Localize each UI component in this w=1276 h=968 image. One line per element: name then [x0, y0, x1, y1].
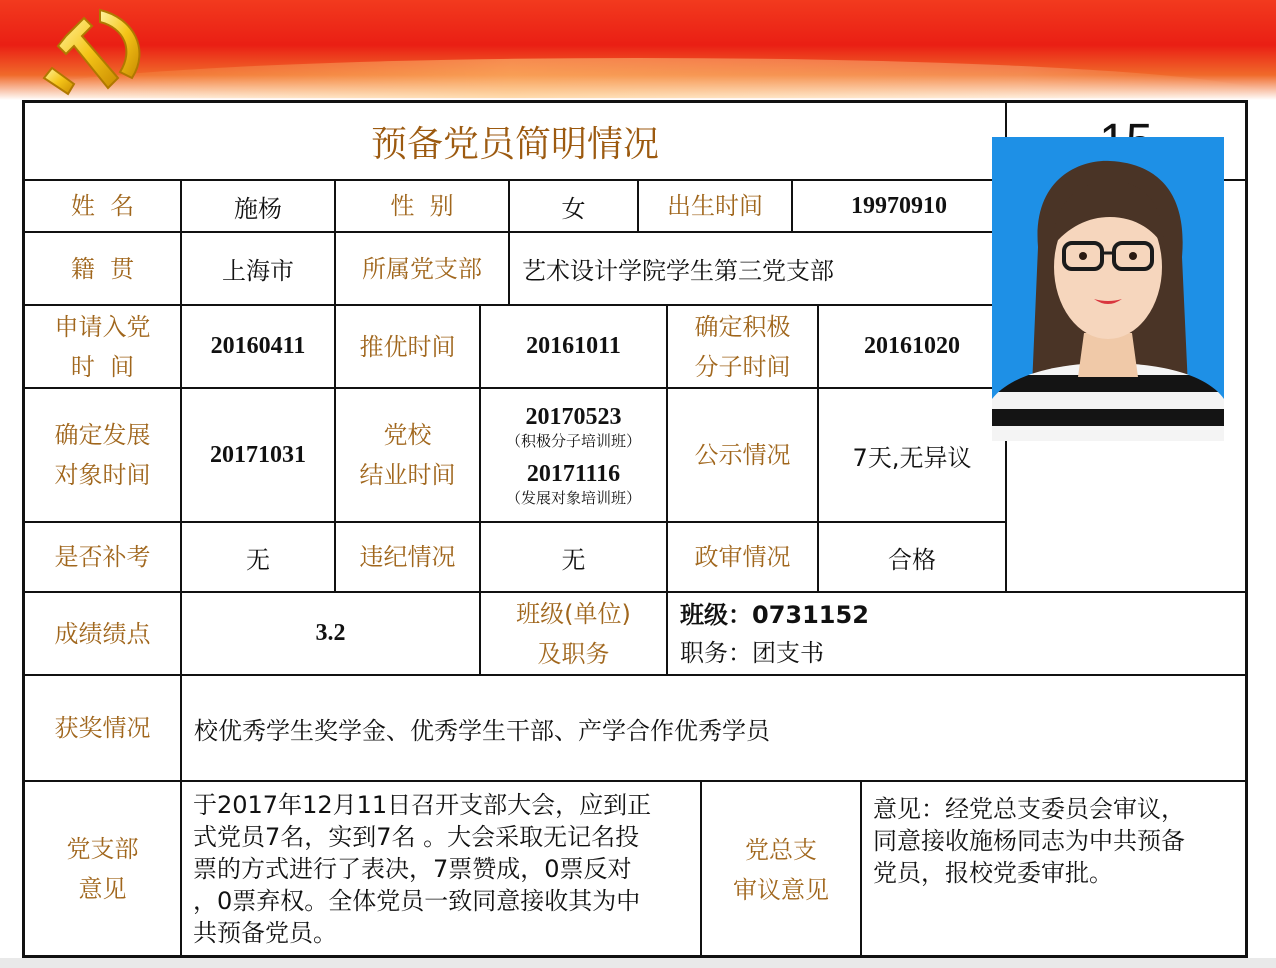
branch-value: 艺术设计学院学生第三党支部 [522, 257, 834, 285]
gender-value: 女 [561, 194, 586, 223]
general-opinion-line: 同意接收施杨同志为中共预备 [873, 827, 1185, 855]
publicity-label: 公示情况 [694, 441, 791, 469]
awards-label: 获奖情况 [54, 714, 151, 742]
gpa-value: 3.2 [315, 620, 346, 646]
bottom-strip [0, 958, 1276, 968]
banner-swoosh [0, 58, 1276, 98]
discipline-value: 无 [561, 545, 586, 574]
class-line: 班级：0731152 [680, 600, 869, 629]
publicity-value: 7天,无异议 [852, 443, 972, 472]
dev-label-line-2: 对象时间 [54, 461, 151, 489]
branch-opinion-line: ，0票弃权。全体党员一致同意接收其为中 [193, 887, 641, 915]
branch-label: 所属党支部 [362, 254, 482, 283]
awards-value: 校优秀学生奖学金、优秀学生干部、产学合作优秀学员 [194, 716, 770, 745]
native-value: 上海市 [222, 257, 294, 285]
branch-opinion-label-line-1: 党支部 [66, 834, 139, 863]
class-label-line-2: 及职务 [537, 639, 610, 668]
gpa-label: 成绩绩点 [54, 619, 151, 648]
general-opinion-label-line-1: 党总支 [745, 836, 817, 864]
makeup-label: 是否补考 [54, 543, 151, 571]
birth-label: 出生时间 [667, 192, 763, 220]
branch-opinion-label-line-2: 意见 [78, 874, 127, 903]
school-note-1: （积极分子培训班） [505, 432, 641, 451]
class-value [668, 593, 1245, 674]
school-value [481, 389, 666, 521]
native-label: 籍 贯 [70, 254, 135, 283]
branch-opinion-label [25, 782, 180, 955]
apply-label-line-1: 申请入党 [54, 312, 151, 341]
recommend-label: 推优时间 [359, 332, 456, 361]
recommend-value: 20161011 [526, 333, 621, 359]
discipline-label: 违纪情况 [359, 543, 456, 571]
birth-value: 19970910 [851, 192, 947, 219]
party-emblem-icon [22, 2, 162, 102]
activist-value: 20161020 [864, 333, 960, 359]
general-opinion-label-line-2: 审议意见 [733, 876, 829, 904]
general-opinion-line: 党员，报校党委审批。 [873, 859, 1113, 887]
general-opinion-text [873, 793, 1243, 889]
member-photo [992, 137, 1224, 441]
gender-label: 性 别 [390, 192, 454, 220]
apply-label [25, 306, 180, 387]
name-value: 施杨 [234, 194, 282, 223]
school-date-2: 20171116 [526, 461, 621, 487]
header-banner [0, 0, 1276, 100]
apply-label-line-2: 时 间 [70, 352, 135, 381]
dev-label [25, 389, 180, 521]
activist-label-line-1: 确定积极 [694, 312, 791, 341]
branch-opinion-line: 式党员7名，实到7名 。大会采取无记名投 [193, 823, 640, 851]
political-value: 合格 [888, 545, 936, 574]
school-date-1: 20170523 [525, 404, 622, 431]
makeup-value: 无 [246, 545, 270, 574]
school-label-line-1: 党校 [383, 421, 432, 449]
class-label [481, 593, 666, 674]
political-label: 政审情况 [694, 543, 791, 571]
dev-label-line-1: 确定发展 [54, 421, 151, 449]
school-label [336, 389, 479, 521]
duty-line: 职务：团支书 [680, 638, 824, 667]
activist-label-line-2: 分子时间 [694, 352, 791, 381]
apply-value: 20160411 [210, 333, 306, 359]
school-note-2: （发展对象培训班） [505, 489, 641, 507]
page-title: 预备党员简明情况 [370, 123, 659, 165]
activist-label [668, 306, 817, 387]
branch-opinion-line: 票的方式进行了表决，7票赞成，0票反对 [193, 855, 632, 883]
branch-opinion-line: 共预备党员。 [193, 919, 337, 947]
branch-opinion-text [193, 789, 698, 949]
general-opinion-line: 意见：经党总支委员会审议， [873, 795, 1185, 823]
branch-opinion-line: 于2017年12月11日召开支部大会，应到正 [193, 791, 652, 819]
dev-value: 20171031 [210, 441, 306, 468]
class-label-line-1: 班级(单位) [516, 599, 631, 628]
name-label: 姓 名 [70, 192, 135, 220]
general-opinion-label [702, 782, 860, 955]
school-label-line-2: 结业时间 [359, 461, 456, 489]
